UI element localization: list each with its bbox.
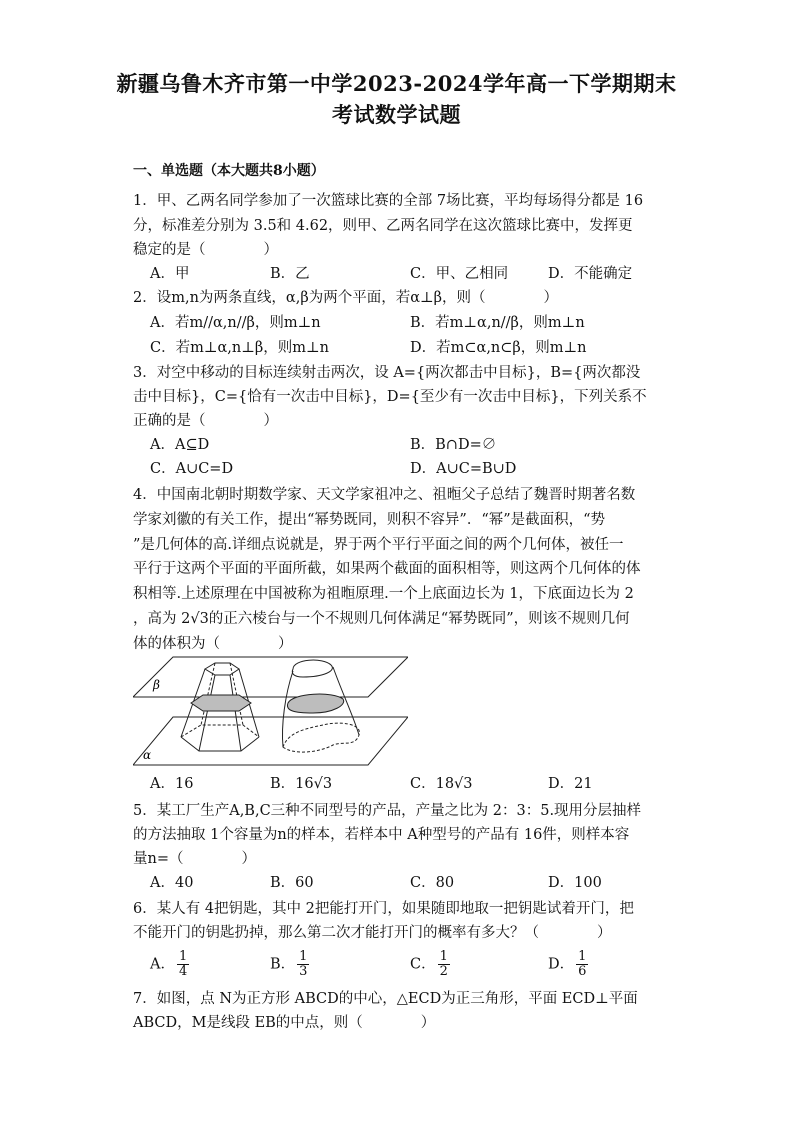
q4-figure-parallel-planes: [133, 655, 408, 767]
q4-line-6: ，高为 2√3的正六棱台与一个不规则几何体满足“幂势既同”，则该不规则几何: [133, 611, 630, 627]
fraction-numerator: 1: [178, 949, 188, 964]
q2-option-a[interactable]: A．若m//α,n//β，则m⊥n: [150, 315, 321, 331]
q4-line-7: 体的体积为（ ）: [133, 636, 293, 652]
q2-option-c[interactable]: C．若m⊥α,n⊥β，则m⊥n: [150, 340, 329, 356]
q1-line-1: 1．甲、乙两名同学参加了一次篮球比赛的全部 7场比赛，平均每场得分都是 16: [133, 193, 644, 209]
fraction-numerator: 1: [299, 949, 308, 964]
q4-line-5: 积相等.上述原理在中国被称为祖暅原理.一个上底面边长为 1，下底面边长为 2: [133, 586, 634, 602]
q4-line-2: 学家刘徽的有关工作，提出“幂势既同，则积不容异”．“幂”是截面积，“势: [133, 512, 606, 528]
q4-line-1: 4．中国南北朝时期数学家、天文学家祖冲之、祖暅父子总结了魏晋时期著名数: [133, 487, 636, 503]
q6-option-a-fraction: [177, 950, 189, 979]
q6-line-2: 不能开门的钥匙扔掉，那么第二次才能打开门的概率有多大？（ ）: [133, 925, 612, 941]
exam-title-line1: 新疆乌鲁木齐市第一中学2023-2024学年高一下学期期末: [116, 71, 677, 96]
q6-option-d[interactable]: [548, 950, 588, 979]
q5-option-a[interactable]: A．40: [150, 875, 194, 891]
fraction-denominator: 4: [178, 964, 188, 979]
q6-option-b-fraction: [297, 950, 309, 979]
q3-option-c[interactable]: C．A∪C=D: [150, 461, 234, 477]
q6-option-c-label: C．: [410, 956, 436, 973]
q4-option-d[interactable]: D．21: [548, 776, 593, 792]
q4-option-b[interactable]: B．16√3: [270, 776, 333, 792]
q6-option-a[interactable]: [150, 950, 189, 979]
q5-line-3: 量n=（ ）: [133, 851, 256, 867]
q3-option-a[interactable]: A．A⊆D: [150, 437, 210, 453]
beta-label: β: [153, 678, 160, 692]
fraction-numerator: 1: [578, 949, 587, 964]
q2-stem: 2．设m,n为两条直线，α,β为两个平面，若α⊥β，则（ ）: [133, 290, 559, 306]
q5-option-d[interactable]: D．100: [548, 875, 602, 891]
q3-option-b[interactable]: B．B∩D=∅: [410, 437, 497, 453]
q3-line-2: 击中目标}，C={恰有一次击中目标}，D={至少有一次击中目标}，下列关系不: [133, 389, 647, 405]
q6-option-b[interactable]: [270, 950, 309, 979]
alpha-label: α: [143, 748, 152, 762]
q5-option-b[interactable]: B．60: [270, 875, 314, 891]
q2-option-b[interactable]: B．若m⊥α,n//β，则m⊥n: [410, 315, 585, 331]
q2-option-d[interactable]: D．若m⊂α,n⊂β，则m⊥n: [410, 340, 587, 356]
q7-line-1: 7．如图，点 N为正方形 ABCD的中心，△ECD为正三角形，平面 ECD⊥平面: [133, 991, 638, 1007]
q1-line-3: 稳定的是（ ）: [133, 242, 278, 258]
section-heading: 一、单选题（本大题共8小题）: [133, 163, 325, 179]
fraction-denominator: 3: [299, 964, 308, 979]
q3-option-d[interactable]: D．A∪C=B∪D: [410, 461, 517, 477]
q6-option-d-fraction: [576, 950, 588, 979]
fraction-numerator: 1: [439, 949, 448, 964]
exam-title-line2: 考试数学试题: [332, 102, 461, 127]
q1-line-2: 分，标准差分别为 3.5和 4.62，则甲、乙两名同学在这次篮球比赛中，发挥更: [133, 218, 633, 234]
q6-option-a-label: A．: [150, 956, 175, 973]
q3-line-1: 3．对空中移动的目标连续射击两次，设 A={两次都击中目标}，B={两次都没: [133, 365, 641, 381]
q6-option-c-fraction: [438, 950, 450, 979]
q4-line-3: ”是几何体的高.详细点说就是，界于两个平行平面之间的两个几何体，被任一: [133, 537, 624, 553]
fraction-denominator: 6: [578, 964, 587, 979]
q3-line-3: 正确的是（ ）: [133, 413, 278, 429]
fraction-denominator: 2: [439, 964, 448, 979]
q5-option-c[interactable]: C．80: [410, 875, 455, 891]
q4-option-a[interactable]: A．16: [150, 776, 194, 792]
q6-option-c[interactable]: [410, 950, 450, 979]
q1-option-d[interactable]: D．不能确定: [548, 266, 633, 282]
q4-line-4: 平行于这两个平面的平面所截，如果两个截面的面积相等，则这两个几何体的体: [133, 561, 641, 577]
q1-option-a[interactable]: A．甲: [150, 266, 190, 282]
q1-option-c[interactable]: C．甲、乙相同: [410, 266, 509, 282]
q7-line-2: ABCD，M是线段 EB的中点，则（ ）: [133, 1015, 436, 1031]
q6-option-b-label: B．: [270, 956, 296, 973]
q6-line-1: 6．某人有 4把钥匙，其中 2把能打开门，如果随即地取一把钥匙试着开门，把: [133, 901, 634, 917]
q6-option-d-label: D．: [548, 956, 575, 973]
q5-line-1: 5．某工厂生产A,B,C三种不同型号的产品，产量之比为 2：3：5.现用分层抽样: [133, 803, 642, 819]
q4-option-c[interactable]: C．18√3: [410, 776, 473, 792]
q5-line-2: 的方法抽取 1个容量为n的样本，若样本中 A种型号的产品有 16件，则样本容: [133, 827, 630, 843]
q1-option-b[interactable]: B．乙: [270, 266, 310, 282]
